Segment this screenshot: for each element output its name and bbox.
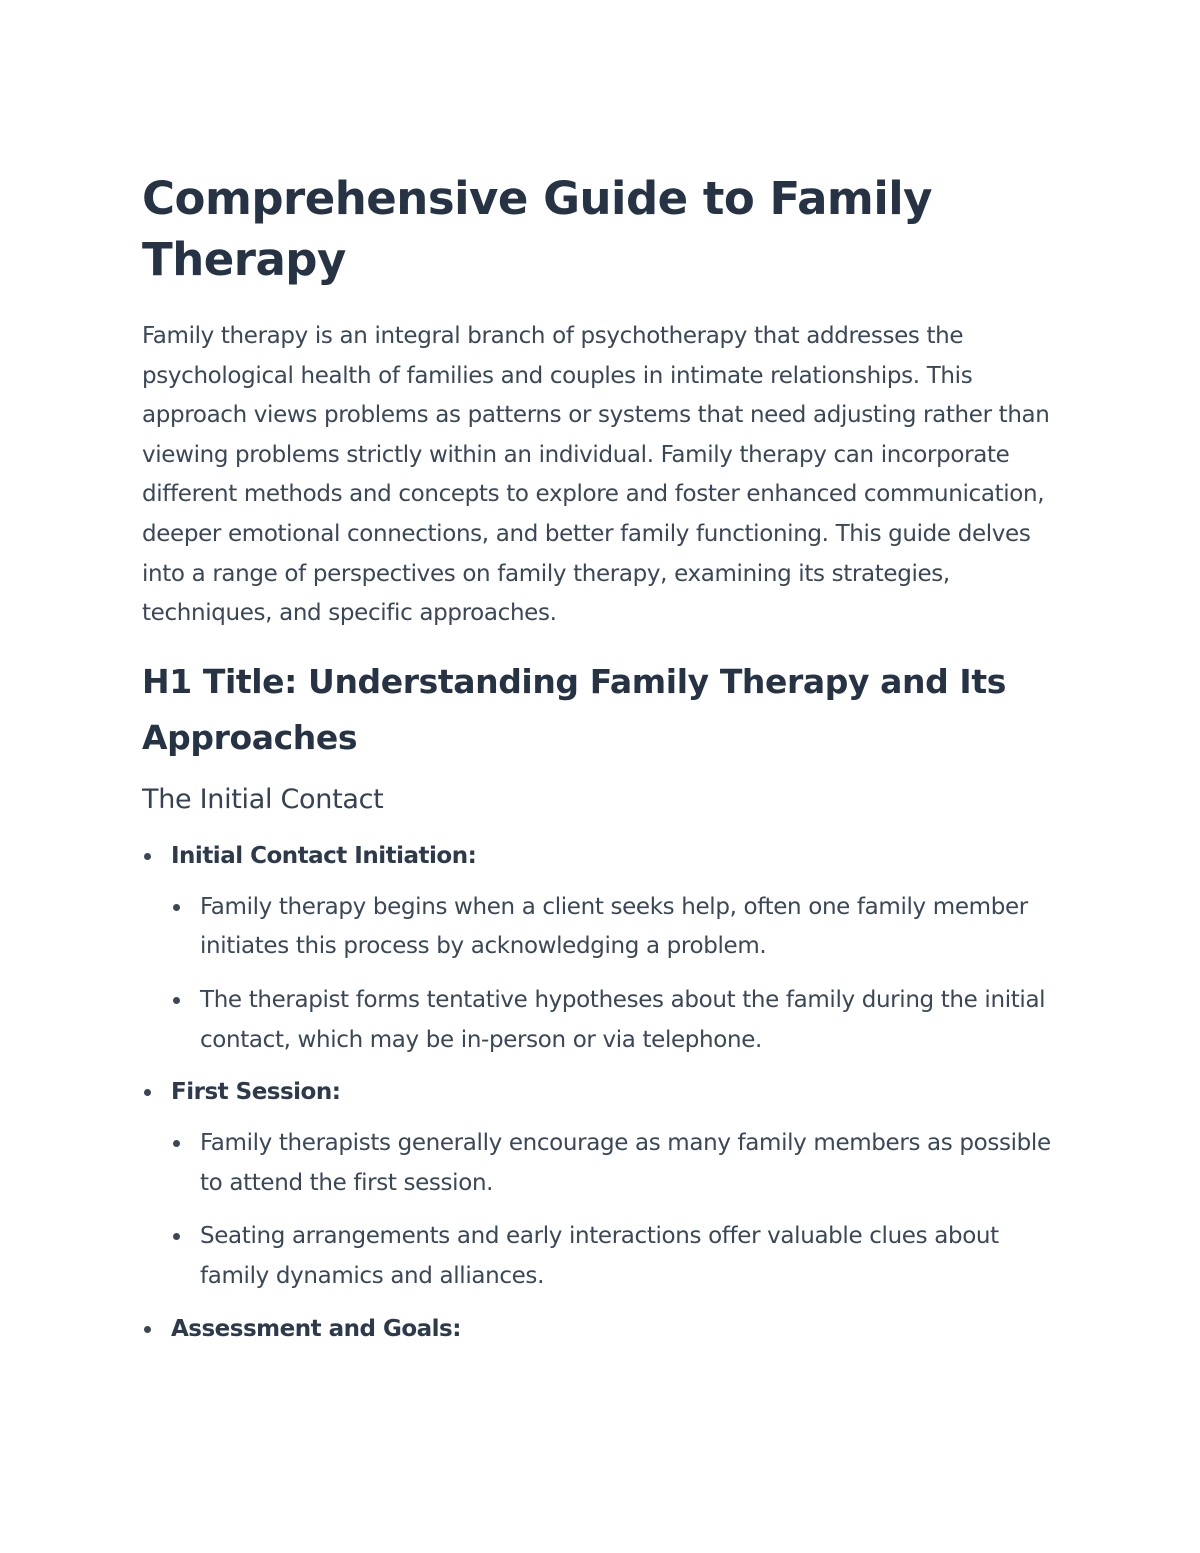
bullet-icon bbox=[173, 1140, 180, 1147]
list-item-heading: First Session: bbox=[171, 1079, 341, 1106]
document-title: Comprehensive Guide to Family Therapy bbox=[142, 172, 933, 286]
list-item bbox=[142, 836, 1062, 1060]
topic-list bbox=[142, 836, 1062, 1349]
document-page bbox=[142, 168, 1062, 1349]
bullet-icon bbox=[173, 997, 180, 1004]
sub-list-item bbox=[171, 981, 1062, 1060]
section-title: H1 Title: Understanding Family Therapy and Its Approaches bbox=[142, 661, 1006, 757]
bullet-icon bbox=[173, 904, 180, 911]
list-item-heading: Initial Contact Initiation: bbox=[171, 842, 477, 869]
sub-list-item bbox=[171, 1124, 1062, 1203]
sub-list-item-text: The therapist forms tentative hypotheses about the family during the initial contact, which may be in-person or via telephone. bbox=[200, 986, 1046, 1053]
bullet-icon bbox=[173, 1233, 180, 1240]
list-item-heading: Assessment and Goals: bbox=[171, 1315, 461, 1342]
sub-list-item bbox=[171, 1217, 1062, 1296]
sub-list-item bbox=[171, 888, 1062, 967]
list-item bbox=[142, 1309, 1062, 1349]
bullet-icon bbox=[144, 1089, 151, 1096]
list-item bbox=[142, 1072, 1062, 1296]
sub-list-item-text: Seating arrangements and early interactions offer valuable clues about family dynamics and alliances. bbox=[200, 1223, 999, 1289]
sub-list-item-text: Family therapy begins when a client seeks help, often one family member initiates this process by acknowledging a problem. bbox=[200, 893, 1028, 960]
sub-list-item-text: Family therapists generally encourage as many family members as possible to attend the first session. bbox=[200, 1130, 1051, 1196]
sub-list bbox=[171, 1124, 1062, 1296]
intro-paragraph: Family therapy is an integral branch of psychotherapy that addresses the psychological health of families and couples in intimate relationships. This approach views problems as patterns or systems that need adjusting rather than viewing problems strictly within an individual. Family therapy can incorporate different methods and concepts to explore and foster enhanced communication, deeper emotional connections, and better family functioning. This guide delves into a range of perspectives on family therapy, examining its strategies, techniques, and specific approaches. bbox=[142, 323, 1050, 627]
bullet-icon bbox=[144, 1326, 151, 1333]
bullet-icon bbox=[144, 853, 151, 860]
subsection-title: The Initial Contact bbox=[142, 783, 384, 815]
sub-list bbox=[171, 888, 1062, 1060]
